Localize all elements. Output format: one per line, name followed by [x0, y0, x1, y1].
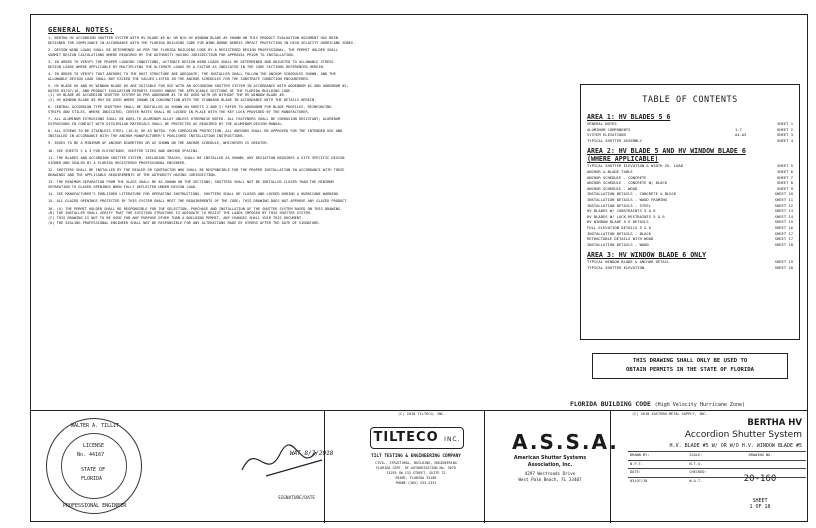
toc-row-sheet: SHEET 12	[774, 202, 793, 208]
tilteco-name: TILT TESTING & ENGINEERING COMPANY	[371, 454, 461, 459]
tilteco-logo	[370, 427, 464, 449]
toc-row-description: ALUMINUM COMPONENTS	[587, 126, 631, 132]
seal-name: WALTER A. TILLIT	[71, 423, 120, 429]
signature-date-label: SIGNATURE/DATE	[278, 496, 316, 501]
tilteco-line-1: CIVIL, STRUCTURAL, BUILDING, ENGINEERING	[375, 461, 457, 465]
toc-row-description: TYPICAL SHUTTER ASSEMBLY	[587, 137, 642, 143]
toc-row-description: HV BLADES W/ LOCK RESTRAINTS 5 & 6	[587, 213, 665, 219]
general-note	[48, 180, 568, 189]
tilteco-logo-suffix: INC.	[444, 436, 461, 443]
general-note-line: SUBMIT DESIGN CALCULATIONS WHERE REQUIRED BY THE AUTHORITY HAVING JURISDICTION FOR APPROVAL PRIOR TO INSTALLATION.	[48, 52, 295, 57]
toc-row-sheet: SHEET 3	[776, 132, 793, 138]
general-note	[48, 129, 568, 138]
title-block-grid-cell: SCALE:	[689, 453, 703, 457]
general-note-line: EXTRUSIONS IN CONTACT WITH DISSIMILAR MATERIALS SHALL BE PROTECTED AS REQUIRED BY THE ALUMINUM DESIGN MANUAL.	[48, 122, 284, 127]
general-note-line: INSTALLED IN ACCORDANCE WITH THE ANCHOR MANUFACTURER'S PUBLISHED INSTALLATION INSTRUCTIONS.	[48, 134, 245, 139]
toc-row-description: INSTALLATION DETAILS - WOOD FRAMING	[587, 196, 668, 202]
general-note	[48, 72, 568, 81]
title-block-grid-row	[628, 460, 806, 469]
general-note	[48, 149, 568, 154]
toc-row-sheet: SHEET 7	[776, 174, 793, 180]
title-block-grid-row	[628, 451, 806, 460]
system-name: Accordion Shutter System	[684, 430, 802, 440]
toc-row-sheet: SHEET 10	[774, 191, 793, 197]
general-note	[48, 207, 568, 226]
general-note	[48, 192, 568, 197]
general-note-line: (2) HV WINDOW BLADE #5 MAY BE USED WHERE SHOWN IN CONJUNCTION WITH THE STANDARD BLADE IN ACCORDANCE WITH THE DETAILS HEREIN.	[48, 98, 317, 103]
toc-row-description: INSTALLATION DETAILS - BLOCK	[587, 230, 652, 236]
product-name: BERTHA HV	[747, 418, 802, 428]
toc-row-sheet: SHEET 17	[774, 230, 793, 236]
sheet-count: 1 OF 18	[749, 504, 771, 510]
title-block-grid-cell: W.A.T.	[689, 478, 703, 483]
general-note	[48, 48, 568, 57]
toc-row-sheet: SHEET 8	[776, 180, 793, 186]
general-note	[48, 141, 568, 146]
tilteco-copyright: (C) 2018 TILTECO, INC.	[398, 412, 446, 416]
general-note-line: ALLOWABLE DESIGN LOAD SHALL NOT EXCEED THE VALUES LISTED IN THE ANCHOR SCHEDULES FOR THE SUBSTRATE CONDITION ENCOUNTERED.	[48, 76, 310, 81]
general-note-line: 13. THE MINIMUM SEPARATION FROM THE GLASS SHALL BE AS SHOWN ON THE SECTIONS; SHUTTERS SHALL NOT BE INSTALLED CLOSER THAN THE MINIMUM	[48, 180, 334, 184]
seal-title: PROFESSIONAL ENGINEER	[63, 503, 127, 509]
title-block-grid-cell: N.T.S.	[689, 461, 703, 466]
tilteco-line-5: PHONE (305) 253-2331	[395, 481, 437, 485]
toc-row-sheet: SHEET 18	[774, 241, 793, 247]
toc-row-sheet: SHEET 4	[776, 137, 793, 143]
general-note	[48, 168, 568, 177]
toc-area-1-list	[587, 121, 793, 143]
general-note	[48, 156, 568, 165]
general-note-line: 1. BERTHA HV ACCORDION SHUTTER SYSTEM WITH HV BLADE #5 W/ OR W/O HV WINDOW BLADE #5 SHOWN ON THIS PRODUCT EVALUATION DOCUMENT HAS BEEN	[48, 36, 338, 40]
general-note-line: DESIGN LOADS WHERE APPLICABLE BY MULTIPLYING THE ULTIMATE LOADS BY A FACTOR AS INDICATED IN THE CODE SECTIONS REFERENCED HEREIN.	[48, 64, 325, 69]
seal-license-label: LICENSE	[83, 443, 105, 449]
engineer-seal	[46, 418, 142, 514]
toc-row-sheet: SHEET 1	[776, 121, 793, 126]
general-note-line: DRAWINGS AND THE APPLICABLE REQUIREMENTS OF THE AUTHORITY HAVING JURISDICTION.	[48, 172, 217, 177]
general-note-line: (B) THE INSTALLER SHALL VERIFY THAT THE EXISTING STRUCTURE IS ADEQUATE TO RESIST THE LOADS IMPOSED BY THIS SHUTTER SYSTEM.	[48, 211, 312, 216]
code-name: FLORIDA BUILDING CODE	[570, 400, 651, 408]
general-note-line: 3. IN ORDER TO VERIFY THE PROPER LOADING CONDITIONS, ULTIMATE DESIGN WIND LOADS SHALL BE DETERMINED AND ADJUSTED TO ALLOWABLE STRESS	[48, 60, 334, 64]
tilteco-logo-text: TILTECO	[373, 430, 439, 445]
toc-row-description: GENERAL NOTES	[587, 121, 617, 126]
toc-row-sheet: SHEET 5	[776, 163, 793, 169]
general-note-line: 4. IN ORDER TO VERIFY THAT ANCHORS TO THE HOST STRUCTURE ARE ADEQUATE, THE INSTALLER SHALL FOLLOW THE ANCHOR SCHEDULES SHOWN, AND THE	[48, 72, 336, 76]
toc-row-sheet: SHEET 19	[774, 259, 793, 265]
toc-row	[587, 265, 793, 271]
title-block-grid-cell	[747, 461, 806, 469]
toc-row	[587, 242, 793, 248]
general-note-line: 10. SEE SHEETS 2 & 3 FOR ELEVATIONS, SHUTTER SIZES AND ANCHOR SPACING.	[48, 148, 200, 153]
general-note-line: (1) HV BLADE #5 ACCORDION SHUTTER SYSTEM AS PER ADDENDUM #1 TO BE USED WITH OR WITHOUT THE HV WINDOW BLADE #5.	[48, 93, 286, 98]
toc-row-sheet: SHEET 14	[774, 213, 793, 219]
general-note	[48, 84, 568, 103]
drawing-number: 20-160	[743, 474, 777, 484]
assa-name-line-1: American Shutter Systems	[513, 456, 587, 461]
general-note-line: 2. DESIGN WIND LOADS SHALL BE DETERMINED AS PER THE FLORIDA BUILDING CODE BY A REGISTERED DESIGN PROFESSIONAL; THE PERMIT HOLDER SHALL	[48, 48, 338, 52]
toc-row-description: ANCHOR SCHEDULE - CONCRETE	[587, 174, 647, 180]
toc-row-range: A4-A5	[735, 132, 747, 138]
title-block-grid-cell: N.F.T.	[630, 461, 643, 466]
general-note-line: SIGNED AND SEALED BY A FLORIDA REGISTERED PROFESSIONAL ENGINEER.	[48, 160, 187, 165]
assa-logo: A.S.S.A.	[512, 430, 619, 454]
toc-row-sheet: SHEET 9	[776, 185, 793, 191]
general-notes	[48, 36, 568, 228]
toc-area-3-list	[587, 259, 793, 270]
tilteco-line-4: MIAMI, FLORIDA 33186	[395, 476, 437, 480]
title-block-grid-cell: CHECKED:	[689, 470, 707, 474]
toc-row-description: TYPICAL SHUTTER ELEVATION	[587, 264, 645, 270]
general-note-line: 15. ALL GLAZED OPENINGS PROTECTED BY THIS SYSTEM SHALL MEET THE REQUIREMENTS OF THE CODE; THIS DRAWING DOES NOT APPROVE ANY GLAZED PRODUCT.	[48, 199, 349, 204]
general-note-line: DATED 03/07/18, AND PRODUCT EVALUATION REPORTS ISSUED UNDER THE APPLICABLE SECTIONS OF THE FLORIDA BUILDING CODE.	[48, 88, 293, 93]
general-note	[48, 105, 568, 114]
toc-title: TABLE OF CONTENTS	[642, 95, 738, 105]
general-note-line: 12. SHUTTERS SHALL BE INSTALLED BY THE DEALER OR CONTRACTOR WHO SHALL BE RESPONSIBLE FOR THE PROPER INSTALLATION IN ACCORDANCE WITH THESE	[48, 168, 345, 172]
title-copyright: (C) 2018 EASTERN METAL SUPPLY, INC.	[632, 412, 708, 416]
code-zone: (High Velocity Hurricane Zone)	[654, 402, 745, 408]
toc-row-description: SYSTEM ELEVATIONS	[587, 132, 626, 138]
toc-row-description: ANCHOR SCHEDULE - WOOD	[587, 185, 638, 191]
code-label	[570, 400, 745, 408]
title-block-divider	[484, 411, 485, 523]
toc-row-sheet: SHEET 16	[774, 224, 793, 230]
product-description: H.V. BLADE #5 W/ OR W/O H.V. WINDOW BLADE #5	[669, 443, 802, 449]
general-note	[48, 36, 568, 45]
tilteco-line-2: FLORIDA CERT. OF AUTHORIZATION No. 3070	[376, 466, 456, 470]
toc-row-description: ANCHOR & BLADE TABLE	[587, 168, 633, 174]
assa-address-2: West Palm Beach, FL 33407	[518, 477, 582, 482]
general-note	[48, 117, 568, 126]
general-note-line: 6. CENTRAL ACCORDION TYPE SHUTTERS SHALL BE INSTALLED AS SHOWN ON SHEETS 2 AND 3; REFER TO ADDENDUM FOR BLADE PROFILES, REINFORCING	[48, 105, 332, 110]
general-note-line: 5. HV BLADE #5 AND HV WINDOW BLADE #5 ARE SUITABLE FOR USE WITH AN ACCORDION SHUTTER SYSTEM IN ACCORDANCE WITH ADDENDUM #1 AND ADDENDUM #2,	[48, 84, 349, 88]
toc-row-sheet: SHEET 20	[774, 264, 793, 270]
toc-row-description: FULL ELEVATION DETAILS 5 & 6	[587, 224, 652, 230]
assa-name-line-2: Association, Inc.	[527, 463, 573, 468]
toc-row-range: 1-7	[735, 126, 742, 132]
toc-row-description: RETRACTABLE DETAILS WITH WOOD	[587, 236, 654, 242]
toc-row-range	[735, 138, 765, 144]
toc-area-2-subtitle: (WHERE APPLICABLE)	[587, 155, 659, 164]
general-note-line: 9. EDGES TO BE A MINIMUM OF ANCHOR DIAMETERS OR AS SHOWN ON THE ANCHOR SCHEDULE, WHICHEVER IS GREATER.	[48, 141, 269, 146]
toc-area-1-title: AREA 1: HV BLADES 5 6	[587, 113, 671, 121]
title-block-grid-cell: DRAWN BY:	[630, 453, 650, 457]
toc-row-description: HV BLADES W/ CONSTRAINTS 5 & 6	[587, 208, 656, 214]
toc-row-description: ANCHOR SCHEDULE - CONCRETE W/ BLOCK	[587, 180, 668, 186]
general-note-line: DESIGNED FOR COMPLIANCE IN ACCORDANCE WITH THE FLORIDA BUILDING CODE FOR WIND-BORNE DEBRIS IMPACT PROTECTION IN HIGH VELOCITY HURRICANE ZONES.	[48, 40, 356, 45]
assa-address-1: 4297 Westroads Drive	[524, 471, 576, 476]
general-note-line: 7. ALL ALUMINUM EXTRUSIONS SHALL BE 6063-T6 ALUMINUM ALLOY UNLESS OTHERWISE NOTED. ALL FASTENERS SHALL BE CORROSION RESISTANT; ALUMINUM	[48, 117, 341, 122]
permit-warning-box	[592, 353, 788, 379]
title-block-grid-cell: DATE:	[630, 470, 641, 474]
general-note-line: SEPARATION TO GLAZED OPENINGS WHEN FULLY DEFLECTED UNDER DESIGN LOAD.	[48, 184, 198, 189]
toc-area-2-title: AREA 2: HV BLADE 5 AND HV WINDOW BLADE 6	[587, 147, 746, 156]
general-notes-title: GENERAL NOTES:	[48, 26, 115, 34]
toc-row-description: INSTALLATION DETAILS - STEEL	[587, 202, 652, 208]
toc-row-sheet: SHEET 2	[776, 126, 793, 132]
seal-state-label: STATE OF	[81, 467, 106, 473]
general-note-line: 8. ALL SCREWS TO BE STAINLESS STEEL (18-8) OR AS NOTED. FOR CORROSION PROTECTION, ALL ANCHORS SHALL BE APPROVED FOR THE INTENDED USE AND	[48, 129, 343, 134]
toc-area-3-title: AREA 3: HV WINDOW BLADE 6 ONLY	[587, 251, 707, 260]
general-note-line: 14. SEE MANUFACTURER'S PUBLISHED LITERATURE FOR OPERATING INSTRUCTIONS. SHUTTERS SHALL BE CLOSED AND LOCKED DURING A HURRICANE WARNING.	[48, 192, 341, 196]
toc-row-sheet: SHEET 6	[776, 168, 793, 174]
title-block-grid-cell: 03/07/18	[630, 478, 648, 483]
engineer-signature-mark	[236, 430, 336, 490]
toc-row-sheet: SHEET 17	[774, 236, 793, 242]
toc-row-description: INSTALLATION DETAILS - WOOD	[587, 241, 649, 247]
permit-warning-line-1: THIS DRAWING SHALL ONLY BE USED TO	[632, 358, 748, 364]
toc-row-sheet: SHEET 15	[774, 219, 793, 225]
general-note-line: (D) THE SEALING PROFESSIONAL ENGINEER SHALL NOT BE RESPONSIBLE FOR ANY ALTERATIONS MADE BY OTHERS AFTER THE DATE OF SIGNATURE.	[48, 220, 321, 225]
general-note	[48, 60, 568, 69]
toc-row-sheet: SHEET 11	[774, 196, 793, 202]
seal-state: FLORIDA	[81, 476, 103, 482]
sheet-number	[716, 498, 804, 510]
toc-row-sheet: SHEET 13	[774, 208, 793, 214]
general-note-line: STRIPS AND STILES. WHERE INDICATED, CENTER MATES SHALL BE LOCKED IN PLACE WITH THE KEY LOCK PROVIDED BY THE MANUFACTURER.	[48, 110, 310, 115]
toc-area-2-list	[587, 163, 793, 247]
general-note-line: 16. (A) THE PERMIT HOLDER SHALL BE RESPONSIBLE FOR THE SELECTION, PURCHASE AND INSTALLATION OF THE SHUTTER SYSTEM BASED ON THIS DRAWING.	[48, 206, 343, 211]
engineer-signature: WAT 8/7/2018	[290, 450, 334, 457]
general-note-line: 11. THE BLADES AND ACCORDION SHUTTER SYSTEM, INCLUDING TRACKS, SHALL BE INSTALLED AS SHOWN; ANY DEVIATION REQUIRES A SITE SPECIFIC DESIGN	[48, 156, 345, 160]
toc-row	[587, 138, 793, 144]
tilteco-line-3: 13255 SW 132 STREET, SUITE 22	[386, 471, 446, 475]
toc-row-description: INSTALLATION DETAILS - CONCRETE & BLOCK	[587, 191, 677, 197]
seal-license-number: No. 44167	[77, 452, 105, 458]
title-block-grid-cell: DRAWING NO.	[748, 453, 773, 457]
general-note-line: (C) THIS DRAWING IS NOT TO BE USED FOR ANY PURPOSE OTHER THAN A BUILDING PERMIT; ANY CHANGES SHALL VOID THIS DOCUMENT.	[48, 216, 304, 220]
permit-warning-line-2: OBTAIN PERMITS IN THE STATE OF FLORIDA	[626, 367, 754, 373]
toc-row-description: TYPICAL SHUTTER ELEVATION & WIDTH VS. LOAD	[587, 163, 684, 169]
toc-row-description: TYPICAL WINDOW BLADE & ANCHOR DETAIL	[587, 259, 670, 265]
table-of-contents	[580, 84, 800, 340]
sheet-label: SHEET	[752, 498, 768, 504]
title-block-divider	[610, 411, 611, 523]
toc-row-description: HV WINDOW BLADE 5 6 DETAILS	[587, 219, 649, 225]
general-note	[48, 199, 568, 204]
